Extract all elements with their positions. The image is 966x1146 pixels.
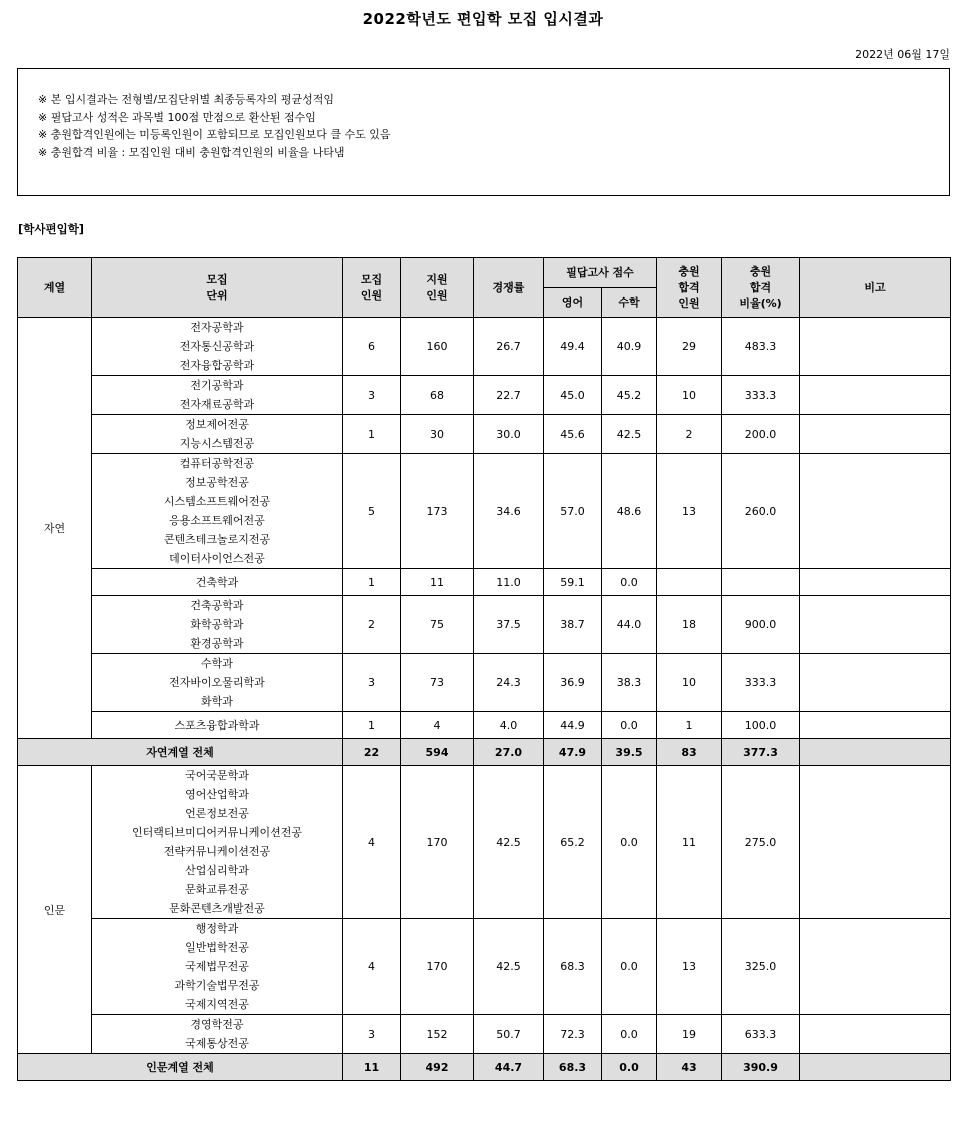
- total-label: 인문계열 전체: [18, 1054, 343, 1081]
- quota-cell: 11: [343, 1054, 401, 1081]
- quota-cell: 2: [343, 596, 401, 654]
- competition-cell: 50.7: [474, 1015, 544, 1054]
- math-cell: 0.0: [602, 1015, 657, 1054]
- quota-cell: 22: [343, 739, 401, 766]
- extra-cell: 13: [657, 454, 722, 569]
- header-group: 계열: [18, 258, 92, 318]
- english-cell: 44.9: [544, 712, 602, 739]
- table-row: [18, 569, 951, 596]
- total-row: [18, 739, 951, 766]
- results-body: [18, 318, 951, 1081]
- competition-cell: 30.0: [474, 415, 544, 454]
- total-row: [18, 1054, 951, 1081]
- english-cell: 65.2: [544, 766, 602, 919]
- table-row: [18, 318, 951, 376]
- ratio-cell: 900.0: [722, 596, 800, 654]
- note-cell: [800, 596, 951, 654]
- table-row: [18, 919, 951, 1015]
- applicants-cell: 173: [401, 454, 474, 569]
- applicants-cell: 11: [401, 569, 474, 596]
- header-ratio: 충원 합격 비율(%): [722, 258, 800, 318]
- english-cell: 72.3: [544, 1015, 602, 1054]
- note-line: ※ 충원합격인원에는 미등록인원이 포함되므로 모집인원보다 클 수도 있음: [38, 128, 391, 141]
- applicants-cell: 75: [401, 596, 474, 654]
- applicants-cell: 594: [401, 739, 474, 766]
- english-cell: 47.9: [544, 739, 602, 766]
- math-cell: 0.0: [602, 766, 657, 919]
- extra-cell: 19: [657, 1015, 722, 1054]
- competition-cell: 4.0: [474, 712, 544, 739]
- math-cell: 45.2: [602, 376, 657, 415]
- unit-cell: 정보제어전공 지능시스템전공: [92, 415, 343, 454]
- header-competition: 경쟁률: [474, 258, 544, 318]
- english-cell: 68.3: [544, 919, 602, 1015]
- note-cell: [800, 376, 951, 415]
- extra-cell: 13: [657, 919, 722, 1015]
- unit-cell: 국어국문학과 영어산업학과 언론정보전공 인터랙티브미디어커뮤니케이션전공 전략커뮤니케이션전공 산업심리학과 문화교류전공 문화콘텐츠개발전공: [92, 766, 343, 919]
- math-cell: 0.0: [602, 1054, 657, 1081]
- competition-cell: 24.3: [474, 654, 544, 712]
- ratio-cell: 390.9: [722, 1054, 800, 1081]
- math-cell: 48.6: [602, 454, 657, 569]
- english-cell: 36.9: [544, 654, 602, 712]
- unit-cell: 전기공학과 전자재료공학과: [92, 376, 343, 415]
- unit-cell: 스포츠융합과학과: [92, 712, 343, 739]
- unit-cell: 건축학과: [92, 569, 343, 596]
- math-cell: 39.5: [602, 739, 657, 766]
- extra-cell: 10: [657, 654, 722, 712]
- ratio-cell: 377.3: [722, 739, 800, 766]
- note-line: ※ 본 입시결과는 전형별/모집단위별 최종등록자의 평균성적임: [38, 93, 335, 106]
- applicants-cell: 152: [401, 1015, 474, 1054]
- ratio-cell: 633.3: [722, 1015, 800, 1054]
- applicants-cell: 492: [401, 1054, 474, 1081]
- header-math: 수학: [602, 288, 657, 318]
- table-row: [18, 415, 951, 454]
- notes-box: [17, 68, 950, 196]
- applicants-cell: 73: [401, 654, 474, 712]
- competition-cell: 42.5: [474, 919, 544, 1015]
- english-cell: 57.0: [544, 454, 602, 569]
- extra-cell: 10: [657, 376, 722, 415]
- competition-cell: 34.6: [474, 454, 544, 569]
- ratio-cell: 325.0: [722, 919, 800, 1015]
- english-cell: 45.6: [544, 415, 602, 454]
- ratio-cell: 260.0: [722, 454, 800, 569]
- math-cell: 38.3: [602, 654, 657, 712]
- note-cell: [800, 569, 951, 596]
- header-note: 비고: [800, 258, 951, 318]
- note-cell: [800, 1015, 951, 1054]
- note-cell: [800, 766, 951, 919]
- note-cell: [800, 919, 951, 1015]
- header-applicants: 지원 인원: [401, 258, 474, 318]
- quota-cell: 5: [343, 454, 401, 569]
- competition-cell: 27.0: [474, 739, 544, 766]
- table-row: [18, 596, 951, 654]
- unit-cell: 경영학전공 국제통상전공: [92, 1015, 343, 1054]
- math-cell: 40.9: [602, 318, 657, 376]
- note-cell: [800, 654, 951, 712]
- note-line: ※ 필답고사 성적은 과목별 100점 만점으로 환산된 점수임: [38, 110, 316, 124]
- results-table: [17, 257, 951, 1081]
- ratio-cell: 275.0: [722, 766, 800, 919]
- note-cell: [800, 712, 951, 739]
- note-cell: [800, 454, 951, 569]
- quota-cell: 1: [343, 712, 401, 739]
- note-cell: [800, 415, 951, 454]
- header-row: [18, 258, 951, 288]
- note-cell: [800, 1054, 951, 1081]
- unit-cell: 전자공학과 전자통신공학과 전자융합공학과: [92, 318, 343, 376]
- extra-cell: 2: [657, 415, 722, 454]
- quota-cell: 3: [343, 376, 401, 415]
- extra-cell: [657, 569, 722, 596]
- applicants-cell: 4: [401, 712, 474, 739]
- english-cell: 38.7: [544, 596, 602, 654]
- section-title: [학사편입학]: [18, 222, 85, 236]
- note-line: ※ 충원합격 비율 : 모집인원 대비 충원합격인원의 비율을 나타냄: [38, 145, 345, 159]
- group-cell: 자연: [18, 318, 92, 739]
- math-cell: 0.0: [602, 569, 657, 596]
- quota-cell: 4: [343, 766, 401, 919]
- note-cell: [800, 318, 951, 376]
- applicants-cell: 30: [401, 415, 474, 454]
- table-row: [18, 766, 951, 919]
- ratio-cell: 100.0: [722, 712, 800, 739]
- math-cell: 0.0: [602, 919, 657, 1015]
- ratio-cell: 483.3: [722, 318, 800, 376]
- unit-cell: 행정학과 일반법학전공 국제법무전공 과학기술법무전공 국제지역전공: [92, 919, 343, 1015]
- table-row: [18, 1015, 951, 1054]
- header-english: 영어: [544, 288, 602, 318]
- competition-cell: 11.0: [474, 569, 544, 596]
- math-cell: 0.0: [602, 712, 657, 739]
- header-quota: 모집 인원: [343, 258, 401, 318]
- applicants-cell: 68: [401, 376, 474, 415]
- math-cell: 44.0: [602, 596, 657, 654]
- header-exam: 필답고사 점수: [544, 258, 657, 288]
- extra-cell: 43: [657, 1054, 722, 1081]
- page-title: 2022학년도 편입학 모집 입시결과: [362, 10, 604, 28]
- competition-cell: 42.5: [474, 766, 544, 919]
- applicants-cell: 170: [401, 766, 474, 919]
- quota-cell: 6: [343, 318, 401, 376]
- applicants-cell: 170: [401, 919, 474, 1015]
- english-cell: 68.3: [544, 1054, 602, 1081]
- english-cell: 45.0: [544, 376, 602, 415]
- ratio-cell: 333.3: [722, 376, 800, 415]
- competition-cell: 37.5: [474, 596, 544, 654]
- table-row: [18, 654, 951, 712]
- total-label: 자연계열 전체: [18, 739, 343, 766]
- quota-cell: 1: [343, 569, 401, 596]
- unit-cell: 컴퓨터공학전공 정보공학전공 시스템소프트웨어전공 응용소프트웨어전공 콘텐츠테크놀로지전공 데이터사이언스전공: [92, 454, 343, 569]
- extra-cell: 1: [657, 712, 722, 739]
- quota-cell: 3: [343, 654, 401, 712]
- header-extra: 충원 합격 인원: [657, 258, 722, 318]
- document-date: 2022년 06월 17일: [855, 48, 950, 61]
- competition-cell: 44.7: [474, 1054, 544, 1081]
- english-cell: 59.1: [544, 569, 602, 596]
- ratio-cell: 333.3: [722, 654, 800, 712]
- extra-cell: 29: [657, 318, 722, 376]
- quota-cell: 1: [343, 415, 401, 454]
- competition-cell: 26.7: [474, 318, 544, 376]
- table-row: [18, 454, 951, 569]
- ratio-cell: [722, 569, 800, 596]
- ratio-cell: 200.0: [722, 415, 800, 454]
- extra-cell: 83: [657, 739, 722, 766]
- table-row: [18, 712, 951, 739]
- english-cell: 49.4: [544, 318, 602, 376]
- quota-cell: 4: [343, 919, 401, 1015]
- table-row: [18, 376, 951, 415]
- group-cell: 인문: [18, 766, 92, 1054]
- extra-cell: 11: [657, 766, 722, 919]
- competition-cell: 22.7: [474, 376, 544, 415]
- extra-cell: 18: [657, 596, 722, 654]
- quota-cell: 3: [343, 1015, 401, 1054]
- applicants-cell: 160: [401, 318, 474, 376]
- header-unit: 모집 단위: [92, 258, 343, 318]
- math-cell: 42.5: [602, 415, 657, 454]
- note-cell: [800, 739, 951, 766]
- unit-cell: 건축공학과 화학공학과 환경공학과: [92, 596, 343, 654]
- unit-cell: 수학과 전자바이오물리학과 화학과: [92, 654, 343, 712]
